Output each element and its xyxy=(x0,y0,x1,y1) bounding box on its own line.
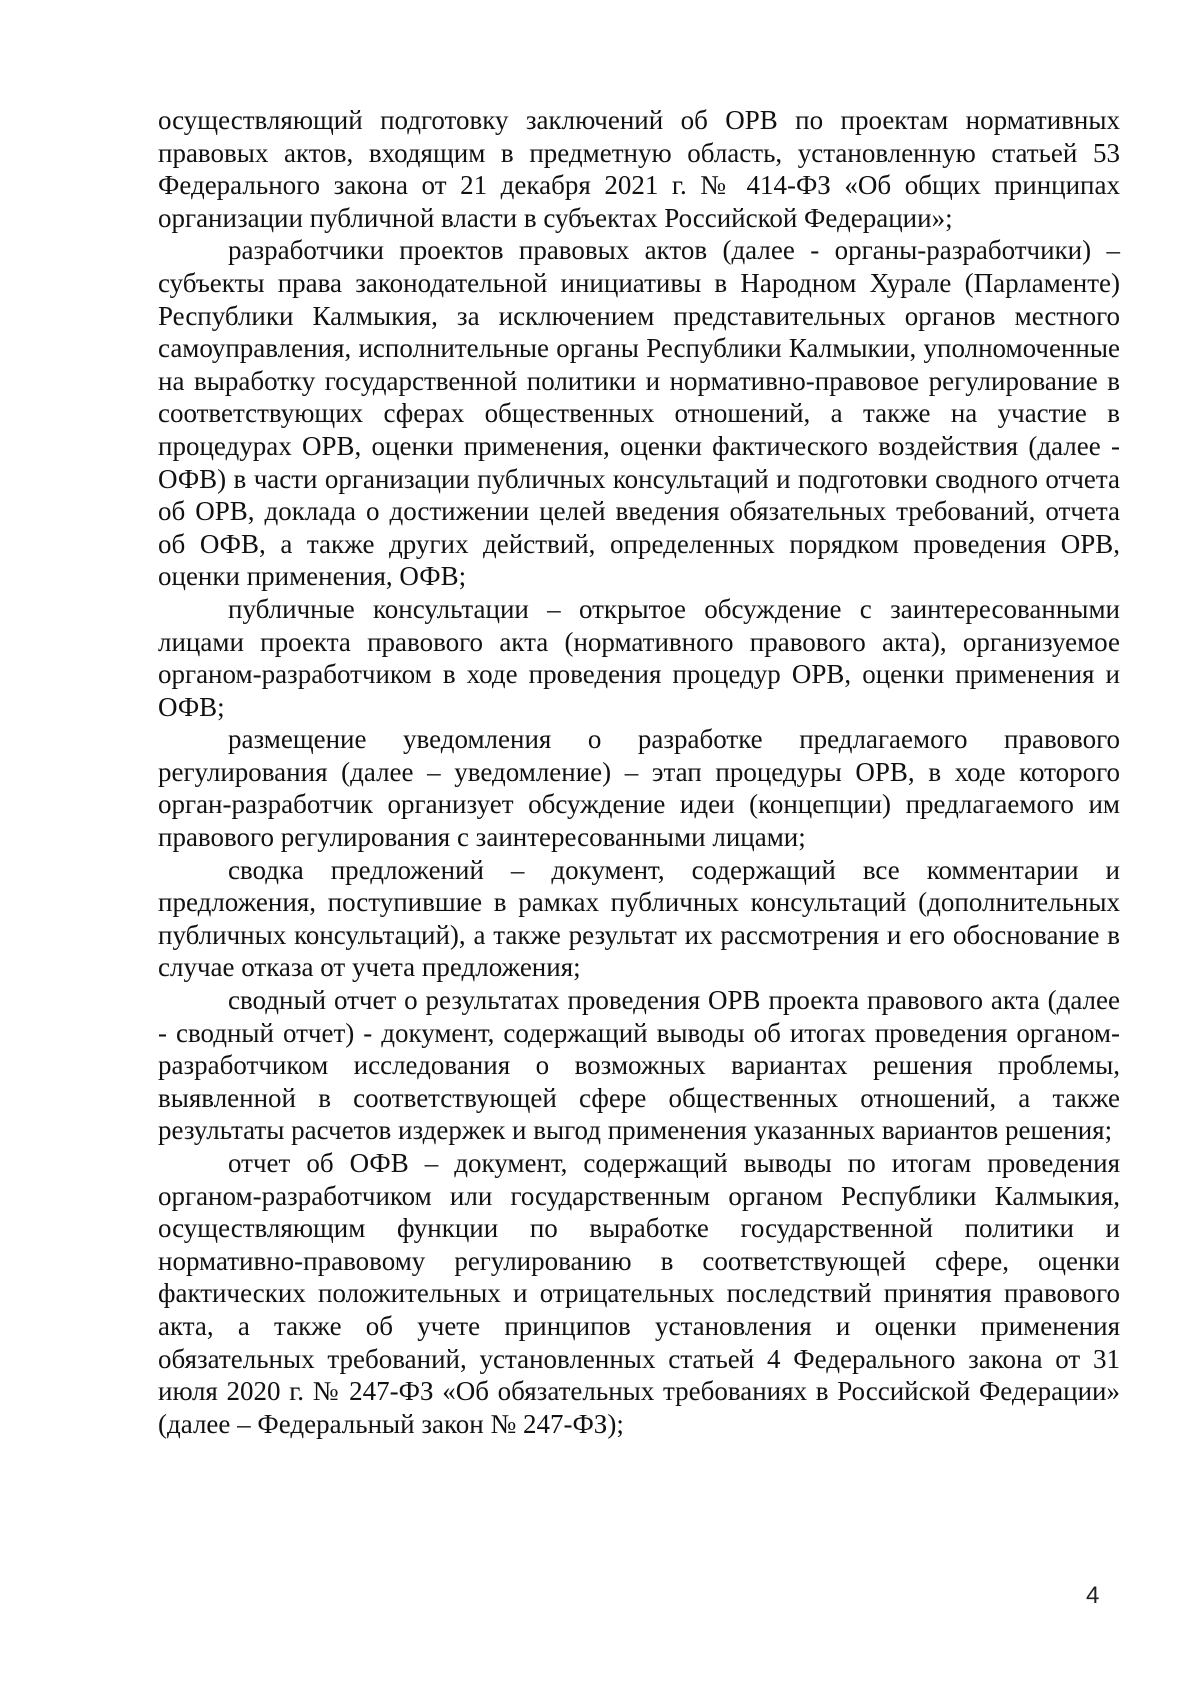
page-number: 4 xyxy=(1086,1582,1100,1609)
paragraph-developers-definition: разработчики проектов правовых актов (далее - органы-разработчики) – субъекты права законодательной инициативы в Народном Хурале (Парламенте) Республики Калмыкия, за исключением представительных органов местного самоуправления, исполнительные органы Республики Калмыкии, уполномоченные на выработку государственной политики и нормативно-правовое регулирование в соответствующих сферах общественных отношений, а также на участие в процедурах ОРВ, оценки применения, оценки фактического воздействия (далее - ОФВ) в части организации публичных консультаций и подготовки сводного отчета об ОРВ, доклада о достижении целей введения обязательных требований, отчета об ОФВ, а также других действий, определенных порядком проведения ОРВ, оценки применения, ОФВ; xyxy=(158,235,1120,592)
paragraph-proposals-summary-definition: сводка предложений – документ, содержащий все комментарии и предложения, поступившие в рамках публичных консультаций (дополнительных публичных консультаций), а также результат их рассмотрения и его обоснование в случае отказа от учета предложения; xyxy=(158,854,1120,983)
paragraph-notification-definition: размещение уведомления о разработке предлагаемого правового регулирования (далее – уведомление) – этап процедуры ОРВ, в ходе которого орган-разработчик организует обсуждение идеи (концепции) предлагаемого им правового регулирования с заинтересованными лицами; xyxy=(158,724,1120,853)
paragraph-ofv-report-definition: отчет об ОФВ – документ, содержащий выводы по итогам проведения органом-разработчиком или государственным органом Республики Калмыкия, осуществляющим функции по выработке государственной политики и нормативно-правовому регулированию в соответствующей сфере, оценки фактических положительных и отрицательных последствий принятия правового акта, а также об учете принципов установления и оценки применения обязательных требований, установленных статьей 4 Федерального закона от 31 июля 2020 г. № 247-ФЗ «Об обязательных требованиях в Российской Федерации» (далее – Федеральный закон № 247-ФЗ); xyxy=(158,1148,1120,1439)
paragraph-public-consultations-definition: публичные консультации – открытое обсуждение с заинтересованными лицами проекта правового акта (нормативного правового акта), организуемое органом-разработчиком в ходе проведения процедур ОРВ, оценки применения и ОФВ; xyxy=(158,593,1120,722)
paragraph-continuation: осуществляющий подготовку заключений об ОРВ по проектам нормативных правовых актов, входящим в предметную область, установленную статьей 53 Федерального закона от 21 декабря 2021 г. № 414-ФЗ «Об общих принципах организации публичной власти в субъектах Российской Федерации»; xyxy=(158,105,1120,233)
document-body xyxy=(158,104,1120,1440)
paragraph-summary-report-definition: сводный отчет о результатах проведения ОРВ проекта правового акта (далее - сводный отчет) - документ, содержащий выводы об итогах проведения органом-разработчиком исследования о возможных вариантах решения проблемы, выявленной в соответствующей сфере общественных отношений, а также результаты расчетов издержек и выгод применения указанных вариантов решения; xyxy=(158,985,1120,1146)
